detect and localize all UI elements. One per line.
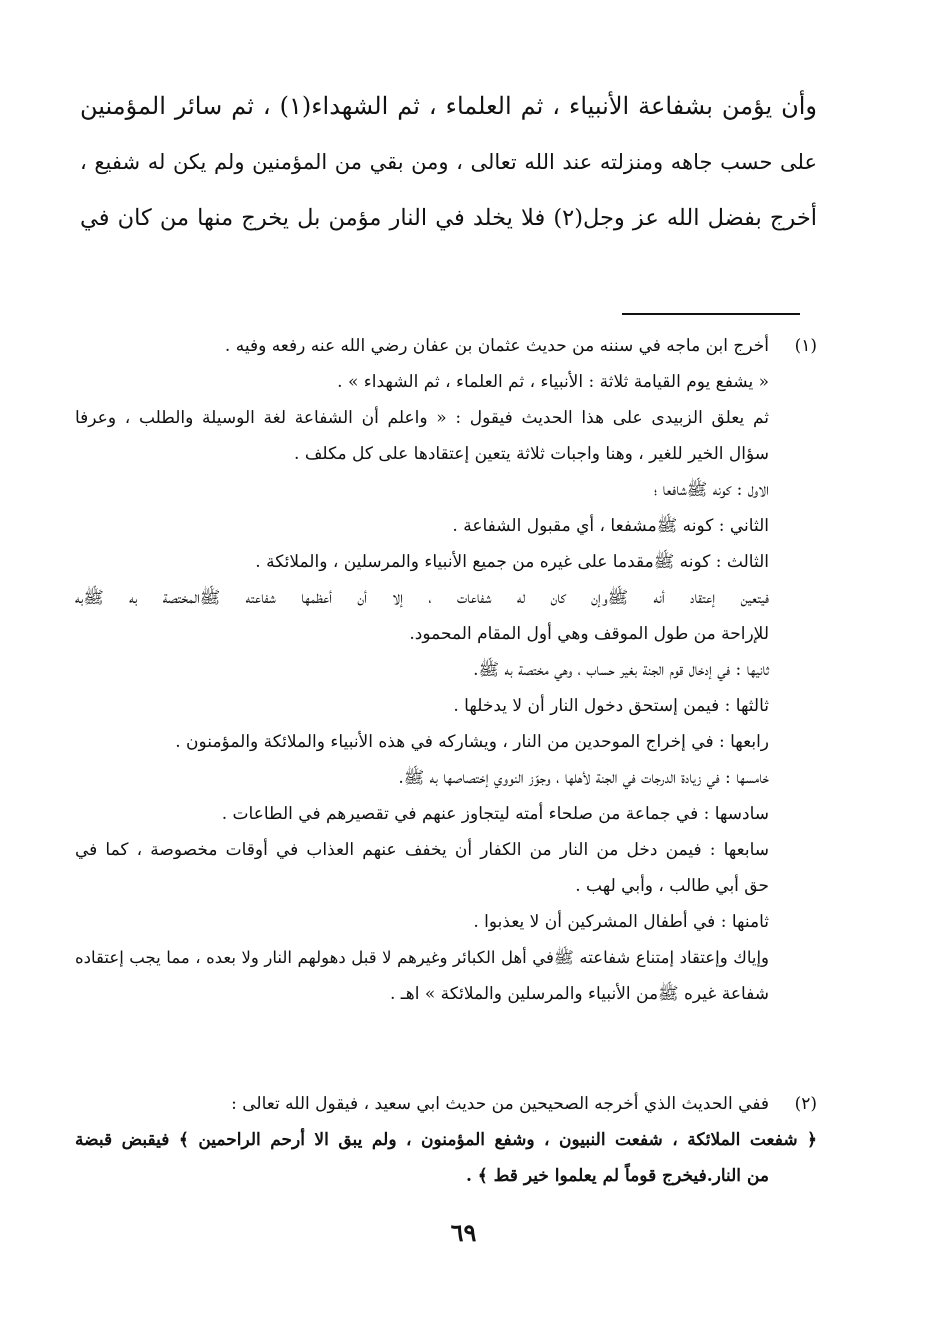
footnote-line: حق أبي طالب ، وأبي لهب . (575, 876, 769, 896)
footnote-line: ثم يعلق الزبيدى على هذا الحديث فيقول : « واعلم أن الشفاعة لغة الوسيلة والطلب ، وعرفا (75, 408, 769, 428)
footnote-text: أخرج ابن ماجه في سننه من حديث عثمان بن عفان رضي الله عنه رفعه وفيه . (224, 336, 769, 356)
footnote-1 (75, 328, 817, 1012)
footnote-line: للإراحة من طول الموقف وهي أول المقام المحمود. (409, 624, 769, 644)
footnote-line: الاول : كونه ﷺشافعا ؛ (653, 480, 769, 500)
footnote-line: ثامنها : في أطفال المشركين أن لا يعذبوا . (473, 912, 769, 932)
footnote-line: سابعها : فيمن دخل من النار من الكفار أن يخفف عنهم العذاب في أوقات مخصوصة ، كما في (75, 840, 769, 860)
main-text (80, 78, 817, 246)
main-line: وأن يؤمن بشفاعة الأنبياء ، ثم العلماء ، ثم الشهداء(١) ، ثم سائر المؤمنين (80, 92, 818, 120)
footnote-line: سادسها : في جماعة من صلحاء أمته ليتجاوز عنهم في تقصيرهم في الطاعات . (221, 804, 769, 824)
footnote-separator (622, 313, 800, 315)
footnote-line: خامسها : في زيادة الدرجات في الجنة لأهلها ، وجوّز النووي إختصاصها به ﷺ. (398, 768, 769, 788)
page-number: ٦٩ (450, 1218, 477, 1247)
footnote-2 (75, 1086, 817, 1194)
footnote-text: ففي الحديث الذي أخرجه الصحيحين من حديث ابي سعيد ، فيقول الله تعالى : (231, 1094, 769, 1114)
footnote-line (75, 1086, 817, 1122)
main-line: على حسب جاهه ومنزلته عند الله تعالى ، ومن بقي من المؤمنين ولم يكن له شفيع ، (80, 150, 817, 174)
footnote-line: ثانيها : في إدخال قوم الجنة بغير حساب ، وهي مختصة به ﷺ. (473, 660, 769, 680)
footnote-marker: (١) (794, 336, 817, 356)
footnote-line: سؤال الخير للغير ، وهنا واجبات ثلاثة يتعين إعتقادها على كل مكلف . (294, 444, 769, 464)
footnote-line: ﴿ شفعت الملائكة ، شفعت النبيون ، وشفع المؤمنون ، ولم يبق الا أرحم الراحمين ﴾ فيقبض قبضة (75, 1130, 817, 1150)
footnote-line: من النار.فيخرج قوماً لم يعلموا خير قط ﴾ . (465, 1166, 769, 1186)
footnote-line: الثالث : كونه ﷺمقدما على غيره من جميع الأنبياء والمرسلين ، والملائكة . (255, 552, 769, 572)
footnote-line: رابعها : في إخراج الموحدين من النار ، ويشاركه في هذه الأنبياء والملائكة والمؤمنون . (175, 732, 769, 752)
footnote-line: فيتعين إعتقاد أنه ﷺوإن كان له شفاعات ، إلا أن أعظمها شفاعته ﷺالمختصة به ﷺبه (75, 588, 769, 608)
footnote-line: وإياك وإعتقاد إمتناع شفاعته ﷺفي أهل الكبائر وغيرهم لا قبل دهولهم النار ولا بعده ، مما يجب إعتقاده (75, 948, 769, 967)
footnote-line (75, 328, 817, 364)
footnote-line: ثالثها : فيمن إستحق دخول النار أن لا يدخلها . (453, 696, 769, 716)
footnote-marker: (٢) (794, 1094, 817, 1114)
footnote-line: الثاني : كونه ﷺمشفعا ، أي مقبول الشفاعة . (452, 516, 769, 536)
main-line: أخرج بفضل الله عز وجل(٢) فلا يخلد في النار مؤمن بل يخرج منها من كان في (80, 205, 817, 231)
footnote-line: شفاعة غيره ﷺمن الأنبياء والمرسلين والملائكة » اهـ . (389, 984, 769, 1004)
footnote-line: « يشفع يوم القيامة ثلاثة : الأنبياء ، ثم العلماء ، ثم الشهداء » . (337, 372, 769, 392)
